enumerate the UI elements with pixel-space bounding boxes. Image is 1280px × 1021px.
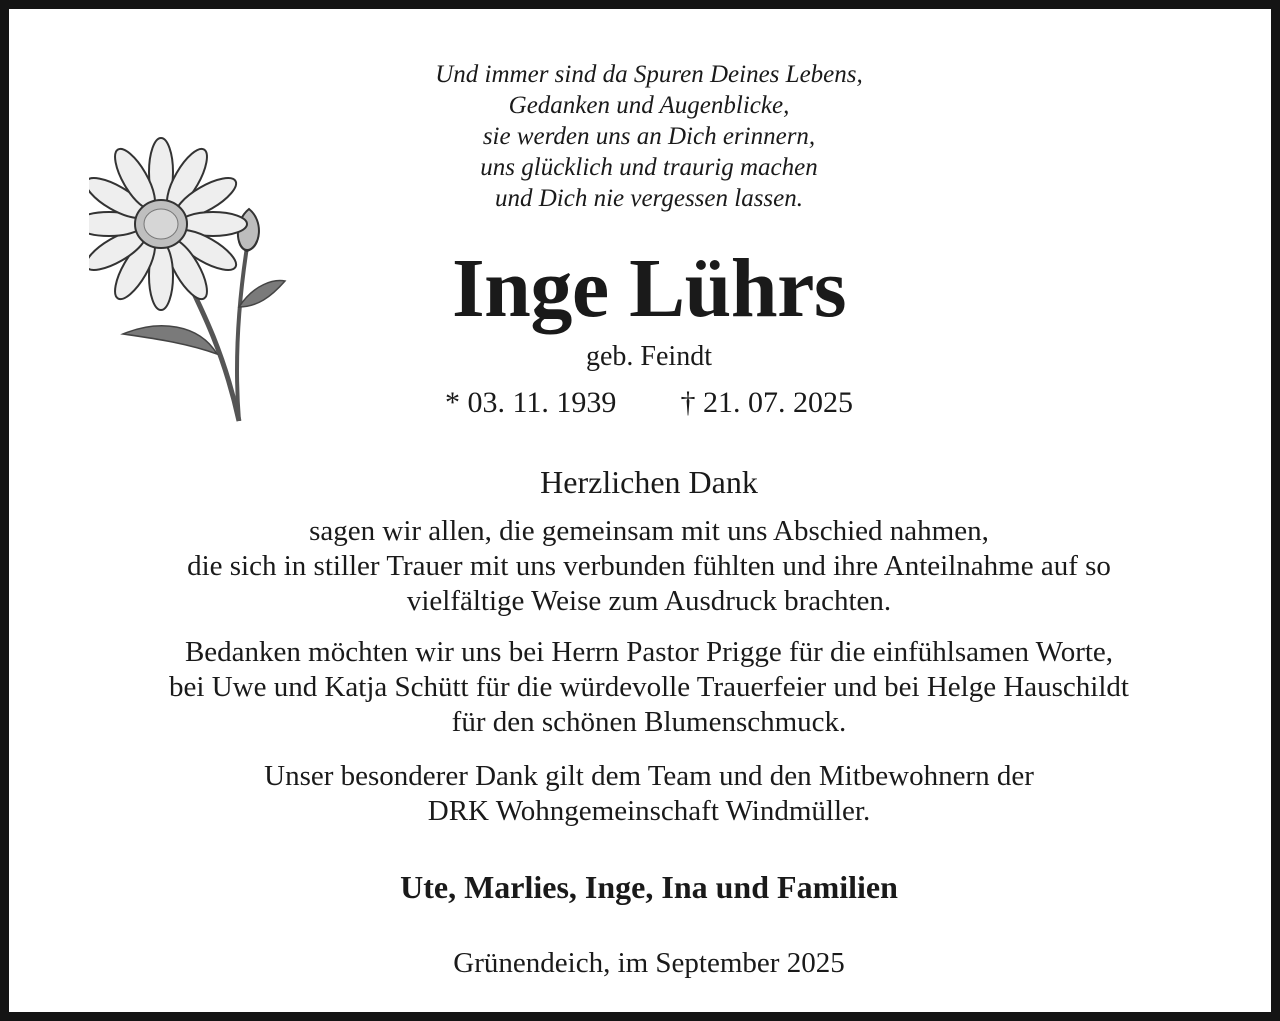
signers: Ute, Marlies, Inge, Ina und Familien	[400, 869, 898, 905]
poem-verse	[9, 59, 1280, 214]
thanks-paragraph-3	[9, 759, 1280, 829]
poem-line: Und immer sind da Spuren Deines Lebens,	[435, 61, 863, 88]
paragraph-line: für den schönen Blumenschmuck.	[451, 706, 847, 738]
poem-line: sie werden uns an Dich erinnern,	[482, 123, 816, 150]
birth-date: * 03. 11. 1939	[445, 386, 617, 419]
poem-line: und Dich nie vergessen lassen.	[494, 185, 804, 212]
paragraph-line: Bedanken möchten wir uns bei Herrn Pastor Prigge für die einfühlsamen Worte,	[184, 636, 1114, 668]
poem-line: Gedanken und Augenblicke,	[508, 92, 790, 119]
paragraph-line: die sich in stiller Trauer mit uns verbunden fühlten und ihre Anteilnahme auf so	[187, 550, 1111, 582]
thanks-paragraph-2	[9, 635, 1280, 740]
paragraph-line: Unser besonderer Dank gilt dem Team und den Mitbewohnern der	[264, 760, 1034, 792]
death-date: † 21. 07. 2025	[680, 386, 853, 419]
thanks-paragraph-1	[9, 514, 1280, 619]
paragraph-line: DRK Wohngemeinschaft Windmüller.	[427, 795, 871, 827]
deceased-name: Inge Lührs	[451, 242, 847, 335]
paragraph-line: bei Uwe und Katja Schütt für die würdevolle Trauerfeier und bei Helge Hauschildt	[169, 671, 1129, 703]
thanks-heading: Herzlichen Dank	[540, 464, 758, 500]
paragraph-line: sagen wir allen, die gemeinsam mit uns Abschied nahmen,	[309, 515, 989, 547]
life-dates	[9, 385, 1280, 421]
poem-line: uns glücklich und traurig machen	[480, 154, 818, 181]
place-date: Grünendeich, im September 2025	[453, 947, 845, 979]
birth-name: geb. Feindt	[586, 341, 712, 372]
paragraph-line: vielfältige Weise zum Ausdruck brachten.	[406, 585, 892, 617]
